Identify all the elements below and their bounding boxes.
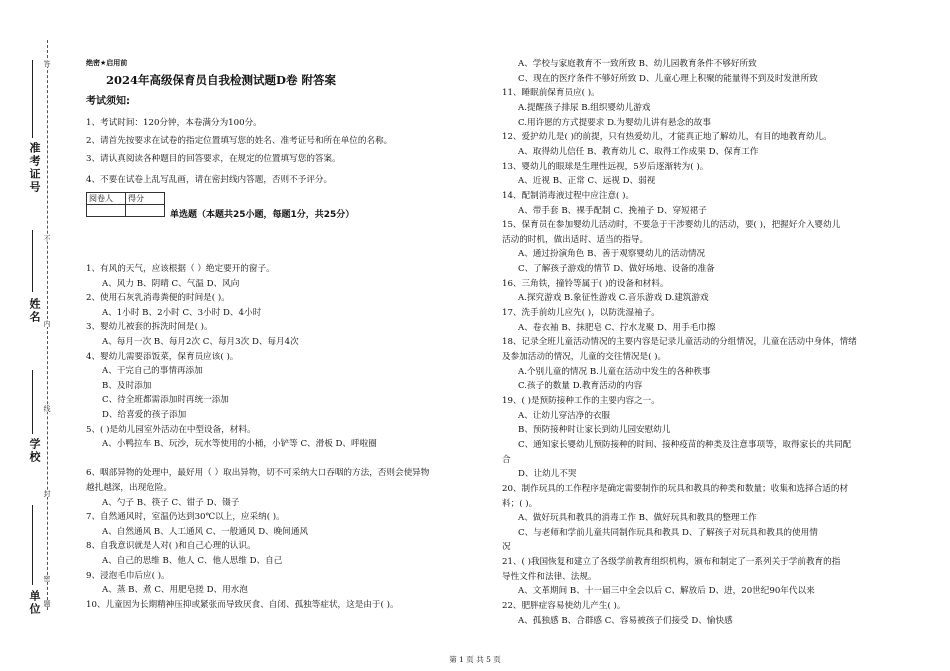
notice-item: 2、请首先按要求在试卷的指定位置填写您的姓名、准考证号和所在单位的名称。 <box>86 136 393 146</box>
answer-option: A、每月一次 B、每月2次 C、每月3次 D、每月4次 <box>102 337 299 347</box>
seal-mark: 内 <box>43 320 51 327</box>
page-footer: 第 1 页 共 5 页 <box>449 655 501 664</box>
question-line: 15、保育员在参加婴幼儿活动时，不要急于干涉婴幼儿的活动，要( )，把握好介入婴幼儿 <box>502 220 841 231</box>
seal-mark: 密 <box>43 575 51 582</box>
unit-label: 单位 <box>28 590 41 616</box>
reviewer-cell: 阅卷人 <box>87 193 126 205</box>
answer-option: A.探究游戏 B.象征性游戏 C.音乐游戏 D.建筑游戏 <box>518 293 709 304</box>
question-line: 1、有风的天气，应该根据（ ）绝定要开的窗子。 <box>86 264 275 274</box>
answer-option: A、做好玩具和教具的消毒工作 B、做好玩具和教具的整理工作 <box>518 513 757 524</box>
answer-option: A、取得幼儿信任 B、教育幼儿 C、取得工作成果 D、保育工作 <box>518 146 759 157</box>
question-line: 14、配制消毒液过程中应注意( )。 <box>502 190 635 201</box>
question-line: 及参加活动的情况，儿童的交往情况是( )。 <box>502 352 667 362</box>
seal-mark: 答 <box>43 60 51 67</box>
answer-option: C、通知家长婴幼儿预防接种的时间、接种疫苗的种类及注意事项等，取得家长的共同配 <box>518 439 852 450</box>
question-line: 10、儿童因为长期精神压抑或紧张而导致厌食、自闭、孤独等症状，这是由于( )。 <box>86 599 399 610</box>
exam-number-label: 准考证号 <box>28 142 41 194</box>
seal-mark: 不 <box>43 235 51 242</box>
question-line: 8、自我意识就是人对( )和自己心理的认识。 <box>86 541 256 552</box>
answer-option: B、预防接种时让家长到幼儿园安慰幼儿 <box>518 425 671 436</box>
section-heading: 单选题（本题共25小题，每题1分，共25分） <box>170 210 355 220</box>
answer-option: C、现在的医疗条件不够好所致 D、儿童心理上积聚的能量得不到及时发泄所致 <box>518 73 818 84</box>
question-line: 7、自然通风时，室温仍达到30℃以上，应采纳( )。 <box>86 512 285 523</box>
question-line: 18、记录全班儿童活动情况的主要内容是记录儿童活动的分组情况，儿童在活动中身体，情绪 <box>502 337 857 348</box>
question-line: 20、制作玩具的工作程序是确定需要制作的玩具和教具的种类和数量；收集和选择合适的材 <box>502 483 849 494</box>
reviewer-blank <box>87 205 126 217</box>
notice-item: 4、不要在试卷上乱写乱画，请在密封线内答题，否则不予评分。 <box>86 175 333 185</box>
question-line: 合 <box>502 454 511 465</box>
question-line: 21、( )我国恢复和建立了各级学前教育组织机构，颁布和制定了一系列关于学前教育的指 <box>502 557 841 568</box>
secret-label: 绝密★启用前 <box>86 59 128 67</box>
score-table <box>86 192 165 217</box>
answer-option: A、小鸭拉车 B、玩沙，玩水等使用的小桶，小铲等 C、滑板 D、呼啦圈 <box>102 439 377 450</box>
score-blank <box>126 205 165 217</box>
answer-option: A、学校与家庭教育不一致所致 B、幼儿园教育条件不够好所致 <box>518 59 757 69</box>
score-cell: 得分 <box>126 193 165 205</box>
answer-option: A、干完自己的事情再添加 <box>102 366 203 377</box>
question-line: 17、洗手前幼儿应先( )，以防洗湿袖子。 <box>502 308 660 319</box>
name-label: 姓名 <box>28 298 41 324</box>
answer-option: A、蒸 B、煮 C、用肥皂搓 D、用水泡 <box>102 585 248 596</box>
question-line: 22、肥胖症容易使幼儿产生( )。 <box>502 601 626 612</box>
answer-option: A、勺子 B、筷子 C、钳子 D、镊子 <box>102 497 240 508</box>
question-line: 12、爱护幼儿是( )的前提，只有热爱幼儿，才能真正地了解幼儿，有目的地教育幼儿。 <box>502 132 832 143</box>
question-line: 活动的时机，做出适时、适当的指导。 <box>502 234 649 245</box>
question-line: 3、婴幼儿被套的拆洗时间是( )。 <box>86 322 213 333</box>
notice-item: 3、请认真阅读各种题目的回答要求，在规定的位置填写您的答案。 <box>86 154 341 164</box>
question-line: 2、使用石灰乳消毒粪便的时间是( )。 <box>86 293 230 304</box>
answer-option: A.提醒孩子排尿 B.组织婴幼儿游戏 <box>518 102 651 113</box>
question-line: 4、婴幼儿需要添饭菜，保育员应该( )。 <box>86 351 239 362</box>
answer-option: C、待全班都需添加时再统一添加 <box>102 395 229 406</box>
answer-option: B、及时添加 <box>102 380 152 391</box>
answer-option: A、风力 B、阴晴 C、气温 D、风向 <box>102 278 240 289</box>
school-label: 学校 <box>28 438 41 464</box>
seal-mark: 线 <box>43 405 51 412</box>
notice-item: 1、考试时间：120分钟，本卷满分为100分。 <box>86 118 262 128</box>
question-line: 越扎越深，出现危险。 <box>86 483 172 493</box>
seal-mark: 封 <box>43 490 51 497</box>
page-title: 2024年高级保育员自我检测试题D卷 附答案 <box>106 73 336 87</box>
name-line <box>32 230 33 292</box>
answer-option: A、带手套 B、裸手配制 C、挽袖子 D、穿短裙子 <box>518 205 707 216</box>
answer-option: C.孩子的数量 D.教育活动的内容 <box>518 381 643 392</box>
notice-heading: 考试须知: <box>86 96 130 107</box>
answer-option: D、给喜爱的孩子添加 <box>102 410 187 420</box>
unit-line <box>32 505 33 585</box>
question-line: 况 <box>502 542 511 553</box>
answer-option: C.用许愿的方式提要求 D.为婴幼儿讲有悬念的故事 <box>518 117 711 128</box>
answer-option: C、与老师和学前儿童共同制作玩具和教具 D、了解孩子对玩具和教具的使用情 <box>518 527 818 538</box>
answer-option: A.个别儿童的情况 B.儿童在活动中发生的各种秩事 <box>518 366 711 377</box>
question-line: 19、( )是预防接种工作的主要内容之一。 <box>502 395 660 406</box>
answer-option: A、文革期间 B、十一届三中全会以后 C、解放后 D、进，20世纪90年代以来 <box>518 586 815 597</box>
answer-option: A、孤独感 B、合群感 C、容易被孩子们接受 D、愉快感 <box>518 615 733 626</box>
question-line: 6、咽部异物的处理中，最好用（ ）取出异物，切不可采纳大口吞咽的方法，否则会使异物 <box>86 468 430 479</box>
answer-option: D、让幼儿不哭 <box>518 469 577 480</box>
question-line: 5、( )是幼儿园室外活动在中型设备，材料。 <box>86 424 256 435</box>
binding-margin <box>0 0 75 671</box>
question-line: 13、婴幼儿的眼球是生理性远视，5岁后逐渐转为( )。 <box>502 161 709 172</box>
question-line: 11、睡眠前保育员应( )。 <box>502 88 600 99</box>
answer-option: A、自己的思维 B、他人 C、他人思维 D、自己 <box>102 556 283 566</box>
answer-option: A、近视 B、正常 C、远视 D、弱视 <box>518 176 656 187</box>
answer-option: A、自然通风 B、人工通风 C、一般通风 D、晚间通风 <box>102 526 309 537</box>
answer-option: C、了解孩子游戏的情节 D、做好场地、设备的准备 <box>518 264 715 275</box>
answer-option: A、让幼儿穿洁净的衣服 <box>518 410 611 421</box>
answer-option: A、通过扮演角色 B、善于观察婴幼儿的活动情况 <box>518 249 706 260</box>
question-line: 料；( )。 <box>502 498 538 509</box>
question-line: 导性文件和法律、法规。 <box>502 571 597 582</box>
seal-mark: 题 <box>43 600 51 607</box>
question-line: 9、浸泡毛巾后应( )。 <box>86 570 170 581</box>
question-line: 16、三角铁，撞铃等属于( )的设备和材料。 <box>502 278 669 289</box>
school-line <box>32 370 33 434</box>
answer-option: A、1小时 B、2小时 C、3小时 D、4小时 <box>102 307 262 318</box>
answer-option: A、卷衣袖 B、抹肥皂 C、拧水龙聚 D、用手毛巾擦 <box>518 322 716 333</box>
exam-number-line <box>32 60 33 138</box>
